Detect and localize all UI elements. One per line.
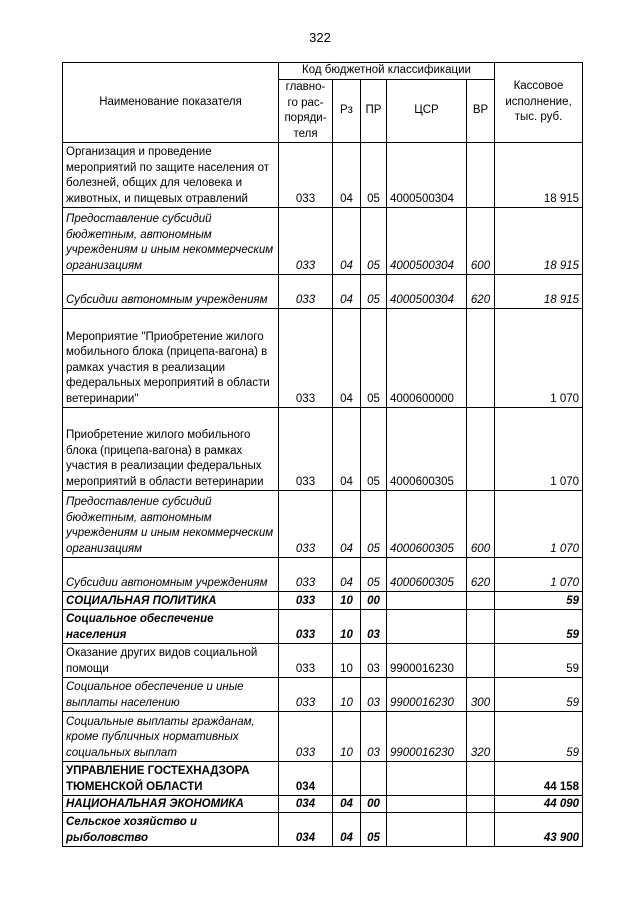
row-csr: 4000500304: [387, 143, 467, 208]
table-row: [63, 813, 583, 847]
row-glav: 033: [279, 208, 333, 275]
row-csr: [387, 796, 467, 813]
row-pr: 03: [361, 678, 387, 712]
row-pr: 05: [361, 208, 387, 275]
row-glav: 033: [279, 678, 333, 712]
row-glav: 033: [279, 491, 333, 558]
row-name: Приобретение жилого мобильного блока (прицепа-вагона) в рамках участия в реализации федеральных мероприятий в области ветеринарии: [63, 408, 279, 491]
row-name: Социальные выплаты гражданам, кроме публичных нормативных социальных выплат: [63, 712, 279, 762]
row-glav: 033: [279, 558, 333, 592]
row-amount: 59: [495, 610, 583, 644]
row-csr: [387, 762, 467, 796]
row-pr: [361, 762, 387, 796]
row-pr: 05: [361, 408, 387, 491]
header-csr: ЦСР: [387, 80, 467, 143]
row-name: Социальное обеспечение населения: [63, 610, 279, 644]
row-pr: 03: [361, 712, 387, 762]
row-rz: 10: [333, 592, 361, 610]
row-amount: 44 158: [495, 762, 583, 796]
row-name: Предоставление субсидий бюджетным, автономным учреждениям и иным некоммерческим организациям: [63, 208, 279, 275]
row-amount: 59: [495, 592, 583, 610]
page-number: 322: [309, 30, 331, 45]
row-amount: 18 915: [495, 208, 583, 275]
row-vr: [467, 813, 495, 847]
row-amount: 1 070: [495, 309, 583, 408]
row-pr: 05: [361, 558, 387, 592]
row-vr: [467, 644, 495, 678]
row-csr: 4000600000: [387, 309, 467, 408]
row-pr: 00: [361, 592, 387, 610]
row-vr: [467, 610, 495, 644]
row-vr: [467, 309, 495, 408]
table-row: [63, 309, 583, 408]
table-row: [63, 208, 583, 275]
row-rz: 10: [333, 610, 361, 644]
row-pr: 05: [361, 309, 387, 408]
header-name: Наименование показателя: [63, 63, 279, 143]
header-amount: Кассовое исполнение, тыс. руб.: [495, 63, 583, 143]
row-csr: 9900016230: [387, 678, 467, 712]
header-code-group: Код бюджетной классификации: [279, 63, 495, 80]
row-glav: 033: [279, 712, 333, 762]
row-vr: [467, 143, 495, 208]
header-rz: Рз: [333, 80, 361, 143]
row-pr: 03: [361, 610, 387, 644]
row-glav: 033: [279, 644, 333, 678]
row-name: Оказание других видов социальной помощи: [63, 644, 279, 678]
row-name: Социальное обеспечение и иные выплаты населению: [63, 678, 279, 712]
row-amount: 18 915: [495, 143, 583, 208]
table-row: [63, 491, 583, 558]
header-pr: ПР: [361, 80, 387, 143]
row-vr: [467, 762, 495, 796]
row-rz: 04: [333, 796, 361, 813]
row-name: Субсидии автономным учреждениям: [63, 558, 279, 592]
row-amount: 59: [495, 678, 583, 712]
row-glav: 033: [279, 592, 333, 610]
row-pr: 05: [361, 813, 387, 847]
row-rz: 04: [333, 813, 361, 847]
row-csr: 4000600305: [387, 558, 467, 592]
table-row: [63, 796, 583, 813]
row-rz: 04: [333, 143, 361, 208]
row-pr: 05: [361, 275, 387, 309]
row-csr: 4000600305: [387, 408, 467, 491]
table-row: [63, 275, 583, 309]
row-glav: 033: [279, 143, 333, 208]
row-glav: 033: [279, 275, 333, 309]
row-pr: 00: [361, 796, 387, 813]
table-row: [63, 558, 583, 592]
row-rz: 04: [333, 309, 361, 408]
row-glav: 034: [279, 813, 333, 847]
row-vr: [467, 408, 495, 491]
row-amount: 1 070: [495, 491, 583, 558]
header-vr: ВР: [467, 80, 495, 143]
row-csr: 4000500304: [387, 208, 467, 275]
row-vr: 600: [467, 208, 495, 275]
table-row: [63, 644, 583, 678]
row-name: Мероприятие "Приобретение жилого мобильного блока (прицепа-вагона) в рамках участия в реализации федеральных мероприятий в области ветеринарии": [63, 309, 279, 408]
row-csr: 9900016230: [387, 644, 467, 678]
row-vr: 620: [467, 558, 495, 592]
row-vr: 620: [467, 275, 495, 309]
row-vr: 600: [467, 491, 495, 558]
table-row: [63, 592, 583, 610]
row-rz: 10: [333, 712, 361, 762]
table-row: [63, 762, 583, 796]
row-amount: 1 070: [495, 408, 583, 491]
row-csr: 4000600305: [387, 491, 467, 558]
budget-table: [62, 62, 583, 847]
row-name: Субсидии автономным учреждениям: [63, 275, 279, 309]
row-name: УПРАВЛЕНИЕ ГОСТЕХНАДЗОРА ТЮМЕНСКОЙ ОБЛАСТИ: [63, 762, 279, 796]
row-glav: 034: [279, 762, 333, 796]
row-vr: 320: [467, 712, 495, 762]
row-vr: 300: [467, 678, 495, 712]
row-name: Предоставление субсидий бюджетным, автономным учреждениям и иным некоммерческим организациям: [63, 491, 279, 558]
row-name: СОЦИАЛЬНАЯ ПОЛИТИКА: [63, 592, 279, 610]
row-name: Организация и проведение мероприятий по защите населения от болезней, общих для человека и животных, и пищевых отравлений: [63, 143, 279, 208]
row-rz: 10: [333, 678, 361, 712]
table-row: [63, 712, 583, 762]
row-rz: [333, 762, 361, 796]
header-glav: главно-го рас-поряди-теля: [279, 80, 333, 143]
row-csr: [387, 813, 467, 847]
row-rz: 04: [333, 275, 361, 309]
table-row: [63, 610, 583, 644]
row-name: НАЦИОНАЛЬНАЯ ЭКОНОМИКА: [63, 796, 279, 813]
row-amount: 1 070: [495, 558, 583, 592]
row-pr: 05: [361, 143, 387, 208]
row-rz: 10: [333, 644, 361, 678]
row-glav: 033: [279, 408, 333, 491]
row-amount: 59: [495, 712, 583, 762]
row-glav: 033: [279, 309, 333, 408]
row-rz: 04: [333, 558, 361, 592]
table-row: [63, 143, 583, 208]
row-rz: 04: [333, 491, 361, 558]
table-row: [63, 408, 583, 491]
row-vr: [467, 592, 495, 610]
row-csr: 4000500304: [387, 275, 467, 309]
row-name: Сельское хозяйство и рыболовство: [63, 813, 279, 847]
row-glav: 034: [279, 796, 333, 813]
row-rz: 04: [333, 408, 361, 491]
row-pr: 03: [361, 644, 387, 678]
table-body: [63, 143, 583, 847]
table-row: [63, 678, 583, 712]
row-rz: 04: [333, 208, 361, 275]
row-amount: 44 090: [495, 796, 583, 813]
row-amount: 59: [495, 644, 583, 678]
row-csr: [387, 592, 467, 610]
row-csr: 9900016230: [387, 712, 467, 762]
row-amount: 18 915: [495, 275, 583, 309]
row-vr: [467, 796, 495, 813]
row-amount: 43 900: [495, 813, 583, 847]
row-pr: 05: [361, 491, 387, 558]
row-glav: 033: [279, 610, 333, 644]
row-csr: [387, 610, 467, 644]
